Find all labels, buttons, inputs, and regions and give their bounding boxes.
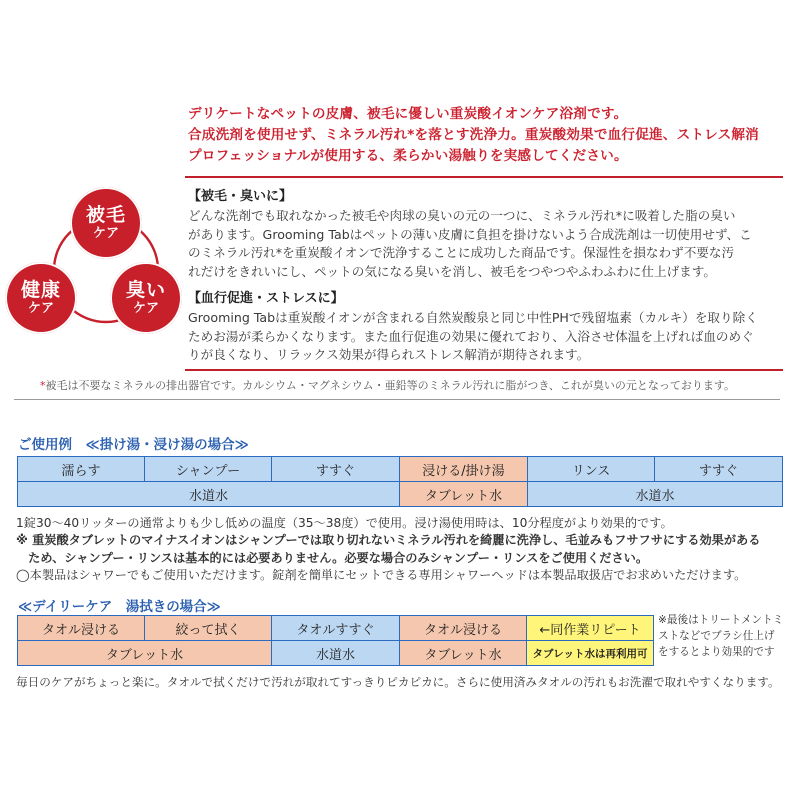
usage-water-tap: 水道水 — [18, 482, 400, 507]
daily-water-tablet: タブレット水 — [18, 641, 272, 666]
intro-divider — [185, 176, 783, 178]
section-circulation — [188, 290, 782, 365]
usage-step-soak: 浸ける/掛け湯 — [400, 457, 528, 482]
section-coat-odor-line: があります。Grooming Tabはペットの薄い皮膚に負担を掛けないよう合成洗剤は一切使用せず、こ — [188, 226, 752, 242]
badge-health-care — [5, 262, 77, 334]
intro-text — [188, 104, 788, 167]
usage-shower-note: ◯本製品はシャワーでもご使用いただけます。錠剤を簡単にセットできる専用シャワーヘッドは本製品取扱店でお求めいただけます。 — [16, 568, 747, 582]
section-circulation-head: 【血行促進・ストレスに】 — [188, 291, 344, 306]
section-divider — [185, 369, 783, 371]
daily-water-tap: 水道水 — [272, 641, 400, 666]
section-circulation-line: りが良くなり、リラックス効果が得られストレス解消が期待されます。 — [188, 347, 590, 363]
section-coat-odor-line: どんな洗剤でも取れなかった被毛や肉球の臭いの元の一つに、ミネラル汚れ*に吸着した脂の臭い — [188, 208, 736, 224]
section-coat-odor — [188, 188, 782, 281]
usage-water-tablet: タブレット水 — [400, 482, 528, 507]
intro-line-1: デリケートなペットの皮膚、被毛に優しい重炭酸イオンケア浴剤です。 — [188, 106, 628, 122]
badge-health-title: 健康 — [20, 279, 61, 301]
badge-coat-title: 被毛 — [85, 204, 126, 226]
daily-water-tablet-2: タブレット水 — [400, 641, 527, 666]
usage-title: ご使用例 ≪掛け湯・浸け湯の場合≫ — [18, 437, 249, 453]
footnote-asterisk: * — [40, 379, 46, 392]
section-circulation-line: Grooming Tabは重炭酸イオンが含まれる自然炭酸泉と同じ中性PHで残留塩素（カルキ）を取り除く — [188, 310, 758, 326]
badge-odor-title: 臭い — [125, 279, 166, 301]
daily-title: ≪デイリーケア 湯拭きの場合≫ — [18, 599, 221, 615]
badge-odor-sub: ケア — [132, 301, 159, 316]
daily-side-note — [658, 612, 798, 660]
daily-description: 毎日のケアがちょっと楽に。タオルで拭くだけで汚れが取れてすっきりピカピカに。さらに使用済みタオルの汚れもお洗濯で取れやすくなります。 — [16, 675, 780, 689]
usage-warning-1: ※ 重炭酸タブレットのマイナスイオンはシャンプーでは取り切れないミネラル汚れを綺麗に洗浄し、毛並みもフサフサにする効果がある — [16, 533, 761, 547]
daily-step-soak-towel: タオル浸ける — [18, 616, 145, 641]
daily-flow-table — [17, 615, 654, 666]
intro-line-3: プロフェッショナルが使用する、柔らかい湯触りを実感してください。 — [188, 148, 628, 164]
usage-flow-table — [17, 456, 783, 507]
section-coat-odor-head: 【被毛・臭いに】 — [188, 189, 293, 204]
daily-side-note-line: をするとより効果的です — [658, 646, 775, 658]
daily-water-reuse: タブレット水は再利用可 — [527, 641, 654, 666]
usage-step-conditioner: リンス — [528, 457, 655, 482]
daily-side-note-line: ※最後はトリートメントミ — [658, 614, 784, 626]
footnote-text: 被毛は不要なミネラルの排出器官です。カルシウム・マグネシウム・亜鉛等のミネラル汚れに脂がつき、これが臭いの元となっております。 — [45, 379, 736, 392]
badge-odor-care — [110, 262, 182, 334]
usage-warning-2: ため、シャンプー・リンスは基本的には必要ありません。必要な場合のみシャンプー・リンスをご使用ください。 — [16, 551, 649, 565]
daily-step-rinse-towel: タオルすすぐ — [272, 616, 400, 641]
usage-step-rinse-2: すすぐ — [655, 457, 783, 482]
section-coat-odor-line: れだけをきれいにし、ペットの気になる臭いを消し、被毛をつやつやふわふわに仕上げます。 — [188, 263, 716, 279]
daily-side-note-line: ストなどでブラシ仕上げ — [658, 630, 775, 642]
usage-step-shampoo: シャンプー — [145, 457, 272, 482]
badge-health-sub: ケア — [27, 301, 54, 316]
footnote-divider — [14, 399, 780, 400]
daily-step-repeat: ←同作業リピート — [527, 616, 654, 641]
daily-step-wipe: 絞って拭く — [145, 616, 272, 641]
daily-step-soak-towel-2: タオル浸ける — [400, 616, 527, 641]
section-circulation-line: ためお湯が柔らかくなります。また血行促進の効果に優れており、入浴させ体温を上げれば血のめぐ — [188, 328, 754, 344]
usage-step-rinse-1: すすぐ — [272, 457, 400, 482]
footnote — [40, 377, 735, 393]
intro-line-2: 合成洗剤を使用せず、ミネラル汚れ*を落とす洗浄力。重炭酸効果で血行促進、ストレス解消 — [188, 127, 759, 143]
badge-coat-care — [70, 187, 142, 259]
badge-coat-sub: ケア — [92, 226, 119, 241]
section-coat-odor-line: のミネラル汚れ*を重炭酸イオンで洗浄することに成功した商品です。保湿性を損なわず不要な汚 — [188, 245, 735, 261]
usage-step-wet: 濡らす — [18, 457, 145, 482]
usage-water-tap-2: 水道水 — [528, 482, 783, 507]
usage-instruction: 1錠30〜40リッターの通常よりも少し低めの温度（35〜38度）で使用。浸け湯使用時は、10分程度がより効果的です。 — [16, 516, 673, 530]
